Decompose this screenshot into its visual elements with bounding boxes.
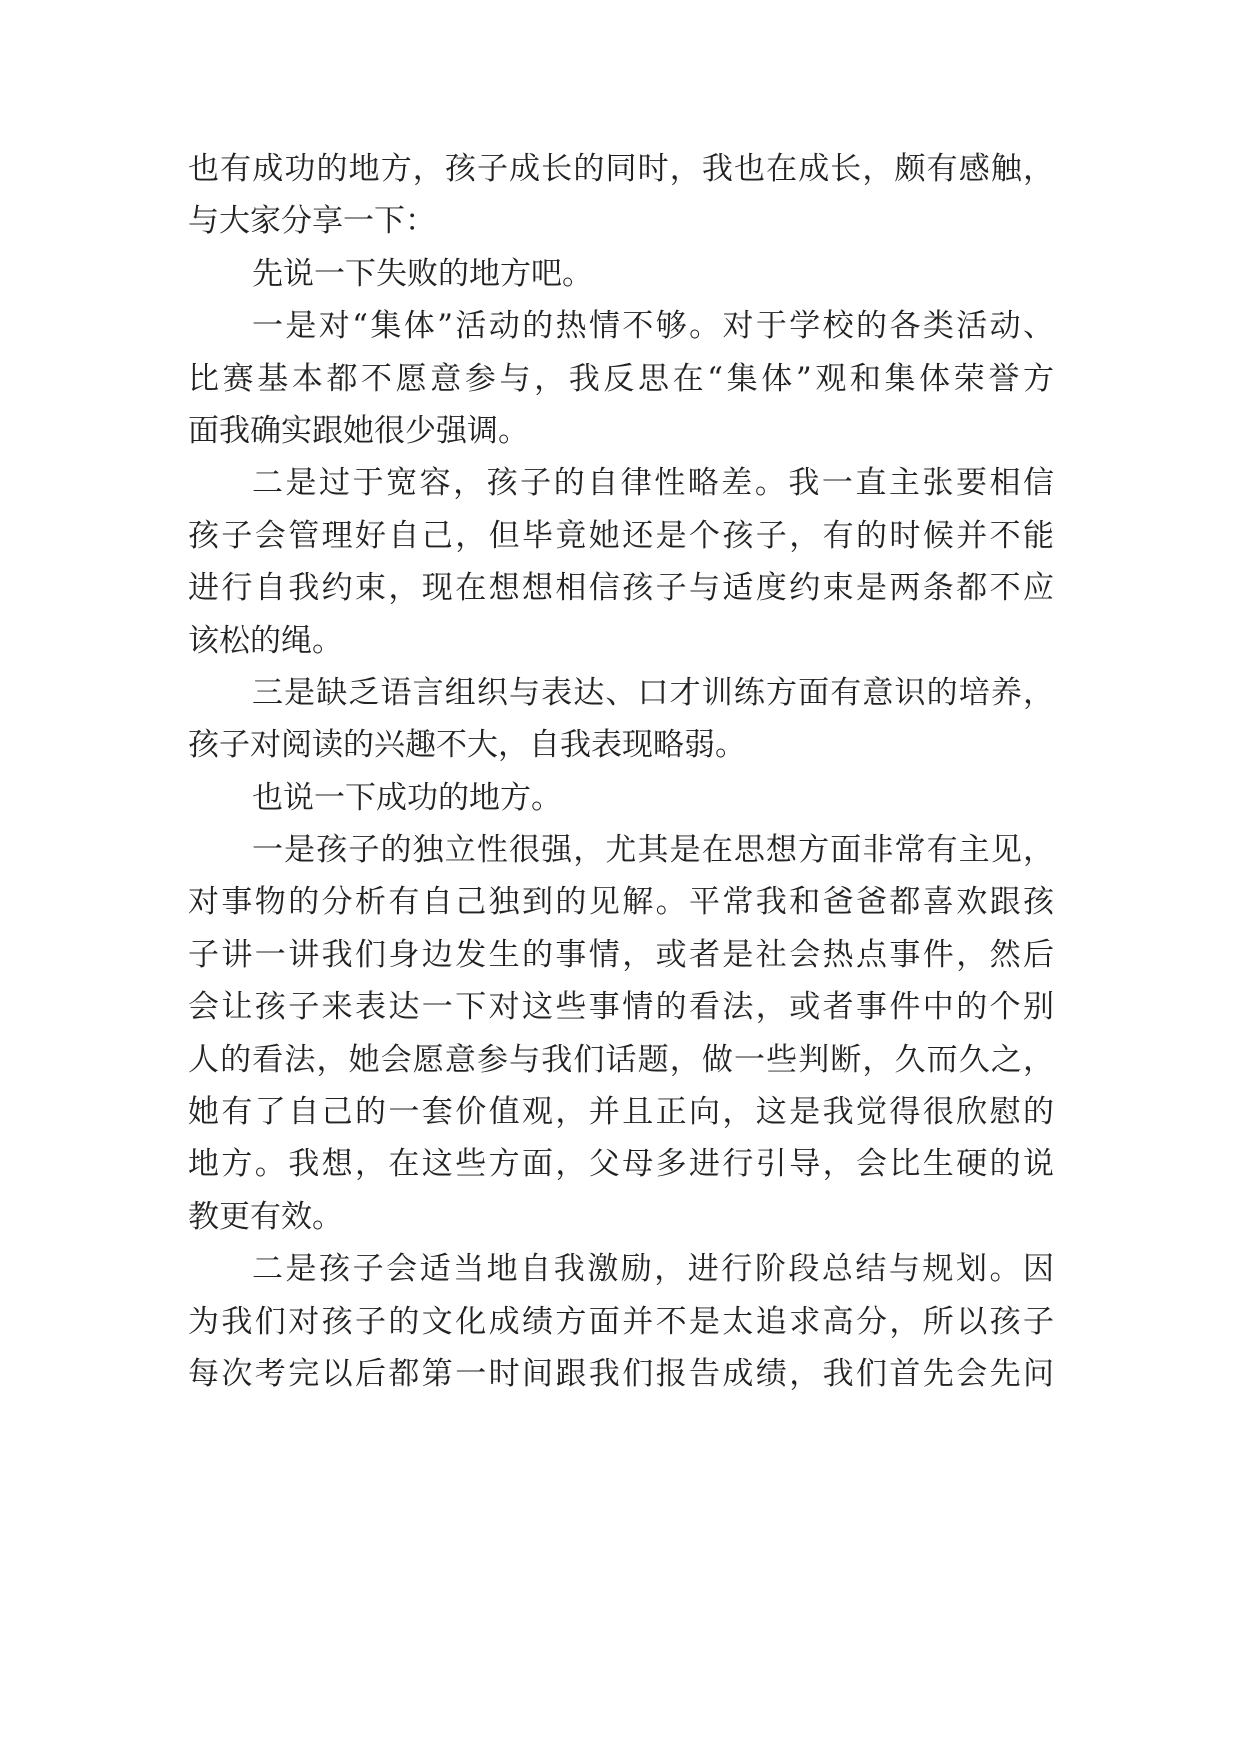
text-line: 该松的绳。 xyxy=(188,622,343,659)
paragraph-success-1 xyxy=(188,824,1054,1243)
section-lead-successes xyxy=(188,772,1054,824)
text-line: 会让孩子来表达一下对这些事情的看法，或者事件中的个别 xyxy=(188,989,1054,1026)
text-line: 与大家分享一下： xyxy=(188,203,436,240)
paragraph-success-2 xyxy=(188,1243,1054,1400)
text-line: 先说一下失败的地方吧。 xyxy=(252,255,593,292)
text-line: 一是对“集体”活动的热情不够。对于学校的各类活动、 xyxy=(252,308,1054,345)
text-line: 对事物的分析有自己独到的见解。平常我和爸爸都喜欢跟孩 xyxy=(188,884,1054,921)
text-line: 也说一下成功的地方。 xyxy=(252,779,562,816)
paragraph-failure-1 xyxy=(188,300,1054,457)
text-line: 孩子对阅读的兴趣不大，自我表现略弱。 xyxy=(188,727,746,764)
document-body xyxy=(188,143,1054,1400)
paragraph-failure-2 xyxy=(188,457,1054,667)
text-line: 人的看法，她会愿意参与我们话题，做一些判断，久而久之， xyxy=(188,1041,1054,1078)
text-line: 二是过于宽容，孩子的自律性略差。我一直主张要相信 xyxy=(252,465,1054,502)
text-line: 孩子会管理好自己，但毕竟她还是个孩子，有的时候并不能 xyxy=(188,517,1054,554)
text-line: 也有成功的地方，孩子成长的同时，我也在成长，颇有感触， xyxy=(188,151,1054,187)
section-lead-failures xyxy=(188,248,1054,300)
text-line: 为我们对孩子的文化成绩方面并不是太追求高分，所以孩子 xyxy=(188,1303,1054,1340)
text-line: 进行自我约束，现在想想相信孩子与适度约束是两条都不应 xyxy=(188,570,1054,607)
text-line: 面我确实跟她很少强调。 xyxy=(188,412,529,449)
text-line: 地方。我想，在这些方面，父母多进行引导，会比生硬的说 xyxy=(188,1146,1054,1183)
text-line: 比赛基本都不愿意参与，我反思在“集体”观和集体荣誉方 xyxy=(188,360,1054,397)
text-line: 每次考完以后都第一时间跟我们报告成绩，我们首先会先问 xyxy=(188,1355,1054,1392)
text-line: 一是孩子的独立性很强，尤其是在思想方面非常有主见， xyxy=(252,832,1054,869)
text-line: 三是缺乏语言组织与表达、口才训练方面有意识的培养， xyxy=(252,674,1054,711)
text-line: 二是孩子会适当地自我激励，进行阶段总结与规划。因 xyxy=(252,1251,1054,1288)
text-line: 子讲一讲我们身边发生的事情，或者是社会热点事件，然后 xyxy=(188,936,1054,973)
paragraph-failure-3 xyxy=(188,667,1054,772)
text-line: 教更有效。 xyxy=(188,1198,343,1235)
paragraph-intro-continued xyxy=(188,143,1054,248)
text-line: 她有了自己的一套价值观，并且正向，这是我觉得很欣慰的 xyxy=(188,1094,1054,1131)
